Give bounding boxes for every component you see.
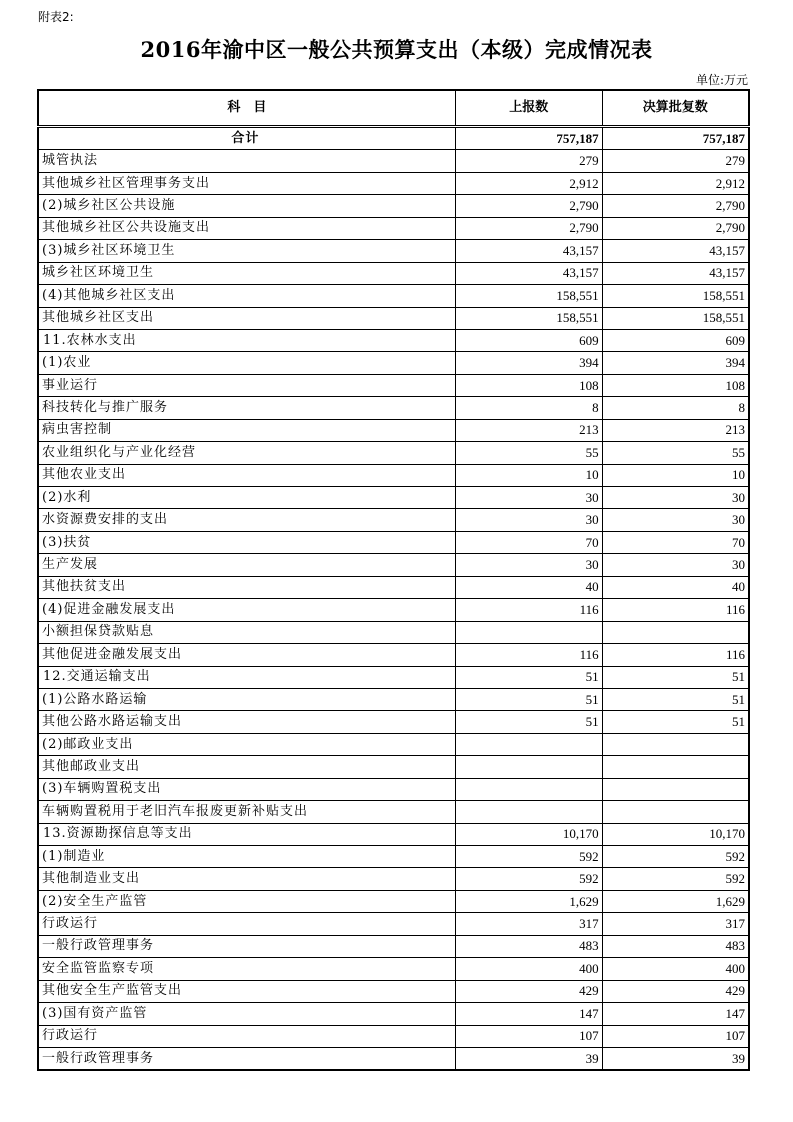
table-row [38, 846, 749, 868]
row-approved: 30 [602, 509, 749, 531]
row-reported: 30 [455, 509, 602, 531]
row-approved [602, 778, 749, 800]
table-header-row [38, 90, 749, 127]
table-row [38, 531, 749, 553]
row-approved: 43,157 [602, 262, 749, 284]
row-reported: 10,170 [455, 823, 602, 845]
column-header-subject: 科 目 [38, 90, 455, 127]
row-approved: 158,551 [602, 285, 749, 307]
row-reported [455, 801, 602, 823]
table-row [38, 599, 749, 621]
row-subject: (2)邮政业支出 [38, 733, 455, 755]
row-approved: 51 [602, 711, 749, 733]
row-reported: 592 [455, 846, 602, 868]
total-row [38, 127, 749, 150]
row-approved [602, 733, 749, 755]
row-subject: (3)车辆购置税支出 [38, 778, 455, 800]
row-subject: (1)制造业 [38, 846, 455, 868]
row-reported: 2,790 [455, 217, 602, 239]
total-reported: 757,187 [455, 127, 602, 150]
row-approved: 70 [602, 531, 749, 553]
row-reported: 43,157 [455, 240, 602, 262]
row-subject: (4)促进金融发展支出 [38, 599, 455, 621]
row-approved: 55 [602, 442, 749, 464]
row-subject: 其他邮政业支出 [38, 756, 455, 778]
row-approved: 10 [602, 464, 749, 486]
row-reported [455, 733, 602, 755]
row-subject: (4)其他城乡社区支出 [38, 285, 455, 307]
row-subject: 一般行政管理事务 [38, 1047, 455, 1070]
row-reported: 116 [455, 599, 602, 621]
row-reported: 70 [455, 531, 602, 553]
row-approved: 483 [602, 935, 749, 957]
row-approved: 51 [602, 688, 749, 710]
row-reported [455, 621, 602, 643]
row-approved: 2,790 [602, 195, 749, 217]
table-row [38, 487, 749, 509]
row-approved: 2,790 [602, 217, 749, 239]
row-approved: 317 [602, 913, 749, 935]
row-reported: 8 [455, 397, 602, 419]
row-approved: 1,629 [602, 890, 749, 912]
row-subject: 13.资源勘探信息等支出 [38, 823, 455, 845]
table-row [38, 240, 749, 262]
row-reported: 429 [455, 980, 602, 1002]
row-reported: 51 [455, 666, 602, 688]
row-reported: 51 [455, 688, 602, 710]
table-body [38, 127, 749, 1071]
table-row [38, 980, 749, 1002]
total-label: 合计 [38, 127, 455, 150]
row-reported: 609 [455, 329, 602, 351]
table-row [38, 419, 749, 441]
table-row [38, 958, 749, 980]
row-reported: 2,912 [455, 172, 602, 194]
row-reported: 10 [455, 464, 602, 486]
row-reported: 107 [455, 1025, 602, 1047]
row-reported: 158,551 [455, 285, 602, 307]
table-row [38, 733, 749, 755]
row-reported [455, 778, 602, 800]
row-subject: 行政运行 [38, 1025, 455, 1047]
row-approved: 2,912 [602, 172, 749, 194]
total-approved: 757,187 [602, 127, 749, 150]
row-approved: 30 [602, 554, 749, 576]
row-approved: 592 [602, 846, 749, 868]
row-reported: 55 [455, 442, 602, 464]
row-approved: 394 [602, 352, 749, 374]
row-subject: 生产发展 [38, 554, 455, 576]
table-row [38, 644, 749, 666]
row-approved [602, 801, 749, 823]
row-approved: 107 [602, 1025, 749, 1047]
row-subject: (1)农业 [38, 352, 455, 374]
row-subject: (2)城乡社区公共设施 [38, 195, 455, 217]
row-approved: 400 [602, 958, 749, 980]
table-row [38, 464, 749, 486]
row-approved: 39 [602, 1047, 749, 1070]
row-subject: 其他城乡社区公共设施支出 [38, 217, 455, 239]
table-row [38, 172, 749, 194]
table-row [38, 576, 749, 598]
row-approved: 10,170 [602, 823, 749, 845]
unit-label: 单位:万元 [695, 73, 748, 87]
row-approved [602, 621, 749, 643]
table-row [38, 890, 749, 912]
row-subject: (1)公路水路运输 [38, 688, 455, 710]
row-subject: 其他城乡社区管理事务支出 [38, 172, 455, 194]
row-reported: 116 [455, 644, 602, 666]
table-row [38, 621, 749, 643]
row-reported [455, 756, 602, 778]
row-subject: (2)安全生产监管 [38, 890, 455, 912]
table-row [38, 1003, 749, 1025]
table-row [38, 195, 749, 217]
row-reported: 30 [455, 554, 602, 576]
row-subject: 一般行政管理事务 [38, 935, 455, 957]
table-row [38, 352, 749, 374]
row-reported: 317 [455, 913, 602, 935]
page-title: 2016年渝中区一般公共预算支出（本级）完成情况表 [140, 37, 653, 62]
row-approved: 40 [602, 576, 749, 598]
table-row [38, 823, 749, 845]
row-reported: 213 [455, 419, 602, 441]
row-subject: 城管执法 [38, 150, 455, 172]
row-subject: 城乡社区环境卫生 [38, 262, 455, 284]
column-header-approved: 决算批复数 [602, 90, 749, 127]
table-row [38, 801, 749, 823]
table-row [38, 756, 749, 778]
row-subject: (3)扶贫 [38, 531, 455, 553]
row-subject: 其他制造业支出 [38, 868, 455, 890]
row-approved: 116 [602, 599, 749, 621]
row-subject: 科技转化与推广服务 [38, 397, 455, 419]
row-approved: 147 [602, 1003, 749, 1025]
row-reported: 394 [455, 352, 602, 374]
table-row [38, 329, 749, 351]
row-approved: 8 [602, 397, 749, 419]
row-reported: 147 [455, 1003, 602, 1025]
row-reported: 483 [455, 935, 602, 957]
row-reported: 2,790 [455, 195, 602, 217]
row-approved: 609 [602, 329, 749, 351]
budget-table [37, 89, 750, 1071]
row-reported: 43,157 [455, 262, 602, 284]
row-subject: 病虫害控制 [38, 419, 455, 441]
row-reported: 108 [455, 374, 602, 396]
appendix-label: 附表2: [38, 10, 74, 24]
row-approved: 108 [602, 374, 749, 396]
table-row [38, 307, 749, 329]
table-row [38, 442, 749, 464]
row-approved [602, 756, 749, 778]
row-subject: 事业运行 [38, 374, 455, 396]
row-approved: 51 [602, 666, 749, 688]
row-reported: 158,551 [455, 307, 602, 329]
table-row [38, 1047, 749, 1070]
row-reported: 592 [455, 868, 602, 890]
row-reported: 1,629 [455, 890, 602, 912]
row-subject: (3)城乡社区环境卫生 [38, 240, 455, 262]
row-approved: 429 [602, 980, 749, 1002]
row-subject: 水资源费安排的支出 [38, 509, 455, 531]
table-row [38, 509, 749, 531]
row-subject: 11.农林水支出 [38, 329, 455, 351]
table-row [38, 778, 749, 800]
table-row [38, 1025, 749, 1047]
row-approved: 116 [602, 644, 749, 666]
row-subject: 其他农业支出 [38, 464, 455, 486]
row-approved: 158,551 [602, 307, 749, 329]
row-reported: 40 [455, 576, 602, 598]
row-subject: 其他扶贫支出 [38, 576, 455, 598]
row-subject: 其他公路水路运输支出 [38, 711, 455, 733]
table-row [38, 666, 749, 688]
table-row [38, 262, 749, 284]
table-row [38, 217, 749, 239]
column-header-reported: 上报数 [455, 90, 602, 127]
table-row [38, 711, 749, 733]
row-approved: 279 [602, 150, 749, 172]
row-subject: 安全监管监察专项 [38, 958, 455, 980]
row-approved: 213 [602, 419, 749, 441]
row-subject: (3)国有资产监管 [38, 1003, 455, 1025]
row-subject: 12.交通运输支出 [38, 666, 455, 688]
table-row [38, 935, 749, 957]
table-row [38, 554, 749, 576]
row-reported: 400 [455, 958, 602, 980]
row-approved: 30 [602, 487, 749, 509]
row-reported: 51 [455, 711, 602, 733]
row-reported: 39 [455, 1047, 602, 1070]
row-subject: 农业组织化与产业化经营 [38, 442, 455, 464]
row-approved: 592 [602, 868, 749, 890]
table-row [38, 868, 749, 890]
table-row [38, 150, 749, 172]
row-subject: 其他安全生产监管支出 [38, 980, 455, 1002]
table-row [38, 688, 749, 710]
row-approved: 43,157 [602, 240, 749, 262]
table-row [38, 285, 749, 307]
row-subject: 行政运行 [38, 913, 455, 935]
row-reported: 279 [455, 150, 602, 172]
table-row [38, 913, 749, 935]
table-row [38, 374, 749, 396]
row-subject: (2)水利 [38, 487, 455, 509]
table-row [38, 397, 749, 419]
row-subject: 其他促进金融发展支出 [38, 644, 455, 666]
row-subject: 车辆购置税用于老旧汽车报废更新补贴支出 [38, 801, 455, 823]
row-reported: 30 [455, 487, 602, 509]
row-subject: 其他城乡社区支出 [38, 307, 455, 329]
row-subject: 小额担保贷款贴息 [38, 621, 455, 643]
